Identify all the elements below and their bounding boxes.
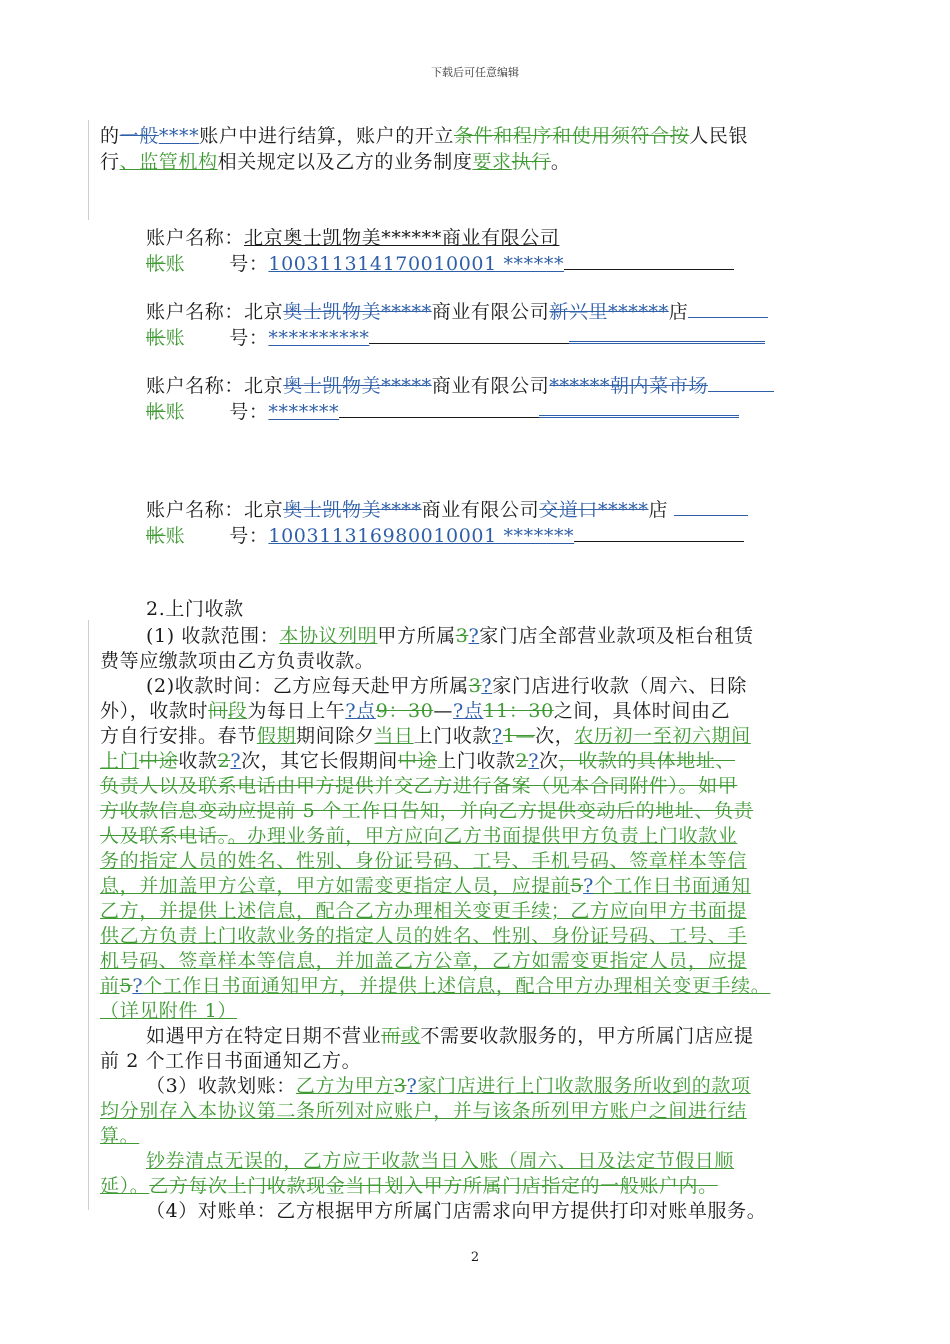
paragraph-line: 费等应缴款项由乙方负责收款。 bbox=[100, 650, 375, 672]
account-name-row: 账户名称：北京奥士凯物美*****商业有限公司******朝内菜市场 bbox=[146, 374, 774, 398]
paragraph-line: 前5?个工作日书面通知甲方，并提供上述信息，配合甲方办理相关变更手续。 bbox=[100, 975, 771, 997]
number-underline bbox=[564, 253, 734, 270]
account-number-row: 帐账 号：********** bbox=[146, 326, 765, 350]
number-underline bbox=[339, 401, 539, 418]
account-number-row: 帐账 号：100311316980010001 ******* bbox=[146, 524, 744, 548]
account-number-row: 帐账 号：******* bbox=[146, 400, 739, 424]
paragraph-line: 钞券清点无误的，乙方应于收款当日入账（周六、日及法定节假日顺 bbox=[146, 1150, 735, 1172]
paragraph-line: 外），收款时间段为每日上午?点9：30—?点11：30之间，具体时间由乙 bbox=[100, 700, 731, 722]
number-double-underline bbox=[569, 327, 765, 344]
paragraph-line: 延）。乙方每次上门收款现金当日划入甲方所属门店指定的一般账户内。 bbox=[100, 1175, 718, 1197]
number-double-underline bbox=[539, 401, 739, 418]
number-underline bbox=[574, 525, 744, 542]
paragraph-line: (2)收款时间：乙方应每天赴甲方所属3?家门店进行收款（周六、日除 bbox=[146, 675, 748, 697]
paragraph-line: (1) 收款范围：本协议列明甲方所属3?家门店全部营业款项及柜台租赁 bbox=[146, 625, 754, 647]
paragraph-line: （详见附件 1） bbox=[100, 1000, 237, 1022]
paragraph-line: 供乙方负责上门收款业务的指定人员的姓名、性别、身份证号码、工号、手 bbox=[100, 925, 747, 947]
account-number-row: 帐账 号：100311314170010001 ****** bbox=[146, 252, 734, 276]
section-title: 2.上门收款 bbox=[146, 598, 244, 620]
paragraph-line: 方自行安排。春节假期期间除夕当日上门收款?1—次，农历初一至初六期间 bbox=[100, 725, 751, 747]
account-name-row: 账户名称：北京奥士凯物美******商业有限公司 bbox=[146, 227, 560, 249]
name-underline bbox=[674, 499, 748, 516]
paragraph-line: 务的指定人员的姓名、性别、身份证号码、工号、手机号码、签章样本等信 bbox=[100, 850, 747, 872]
paragraph-line: 前 2 个工作日书面通知乙方。 bbox=[100, 1050, 362, 1072]
paragraph-line: 机号码、签章样本等信息，并加盖乙方公章，乙方如需变更指定人员，应提 bbox=[100, 950, 747, 972]
paragraph-line: 如遇甲方在特定日期不营业而或不需要收款服务的，甲方所属门店应提 bbox=[146, 1025, 754, 1047]
name-underline bbox=[708, 375, 774, 392]
revision-bar bbox=[88, 620, 89, 1210]
paragraph-line: 均分别存入本协议第二条所列对应账户，并与该条所列甲方账户之间进行结 bbox=[100, 1100, 747, 1122]
paragraph-line: 负责人以及联系电话由甲方提供并交乙方进行备案（见本合同附件）。如甲 bbox=[100, 775, 738, 797]
paragraph-line: 方收款信息变动应提前 5 个工作日告知，并向乙方提供变动后的地址、负责 bbox=[100, 800, 754, 822]
paragraph-line: 上门中途收款2?次，其它长假期间中途上门收款2?次，收款的具体地址、 bbox=[100, 750, 736, 772]
name-underline bbox=[688, 301, 768, 318]
intro-line-1: 的一般****账户中进行结算，账户的开立条件和程序和使用须符合按人民银 bbox=[100, 125, 749, 147]
page-number: 2 bbox=[470, 1250, 480, 1265]
paragraph-line: 人及联系电话。。办理业务前，甲方应向乙方书面提供甲方负责上门收款业 bbox=[100, 825, 738, 847]
paragraph-line: 乙方，并提供上述信息，配合乙方办理相关变更手续；乙方应向甲方书面提 bbox=[100, 900, 747, 922]
number-underline bbox=[369, 327, 569, 344]
paragraph-line: （3）收款划账：乙方为甲方3?家门店进行上门收款服务所收到的款项 bbox=[146, 1075, 751, 1097]
paragraph-line: 算。 bbox=[100, 1125, 140, 1147]
revision-bar bbox=[88, 120, 89, 220]
intro-line-2: 行、监管机构相关规定以及乙方的业务制度要求执行。 bbox=[100, 151, 571, 173]
paragraph-line: 息，并加盖甲方公章，甲方如需变更指定人员，应提前5?个工作日书面通知 bbox=[100, 875, 751, 897]
account-name-row: 账户名称：北京奥士凯物美*****商业有限公司新兴里******店 bbox=[146, 300, 768, 324]
paragraph-line: （4）对账单：乙方根据甲方所属门店需求向甲方提供打印对账单服务。 bbox=[146, 1200, 767, 1222]
account-name-row: 账户名称：北京奥士凯物美****商业有限公司交道口*****店 bbox=[146, 498, 748, 522]
page-header: 下载后可任意编辑 bbox=[431, 66, 519, 79]
